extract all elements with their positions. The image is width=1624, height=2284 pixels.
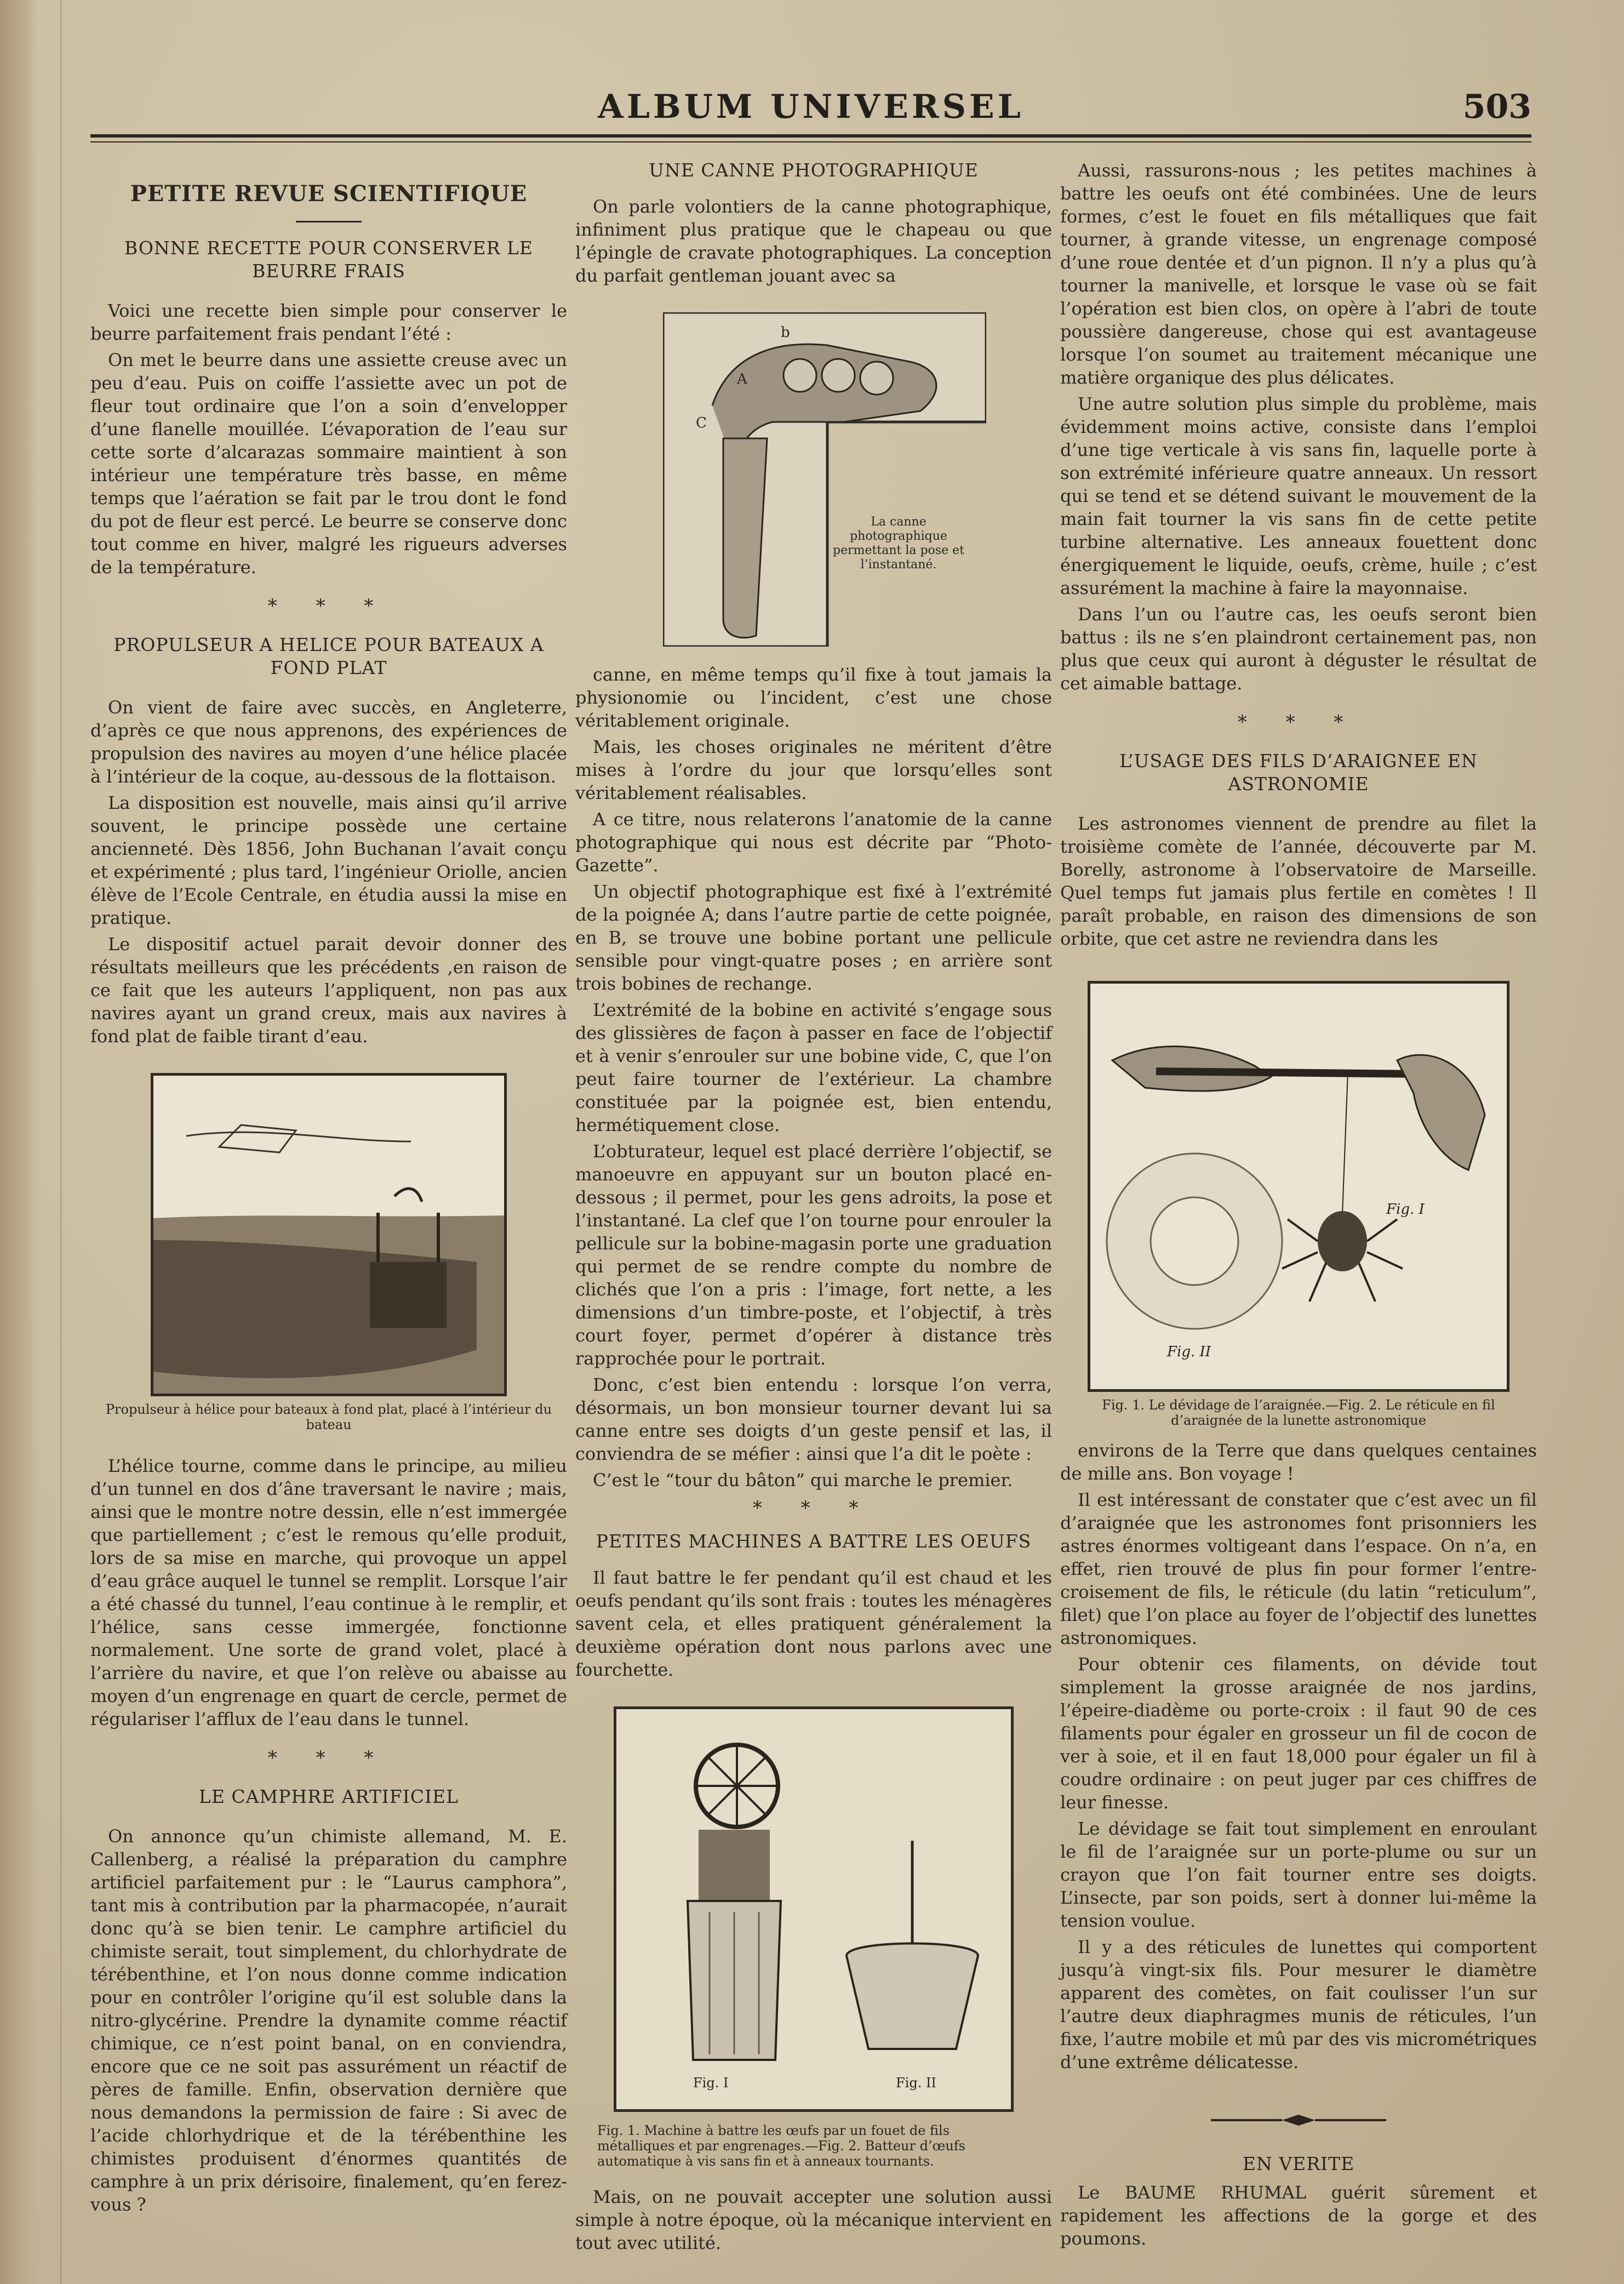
masthead-rule-thick xyxy=(90,134,1531,138)
masthead-rule-thin xyxy=(90,141,1531,142)
page-number: 503 xyxy=(1462,88,1531,126)
figure-caption: Propulseur à hélice pour bateaux à fond plat, placé à l’intérieur du bateau xyxy=(105,1402,552,1432)
paragraph: Mais, on ne pouvait accepter une solution aussi simple à notre époque, où la mécanique intervient en tout avec utilité. xyxy=(575,2186,1052,2253)
paragraph: Il est intéressant de constater que c’est avec un fil d’araignée que les astronomes font prisonniers les astres énormes voltigeant dans l’espace. On n’a, en effet, rien trouvé de plus fin pour former l’entre-croisement de fils, le réticule (du latin “reticulum”, filet) que l’on place au foyer de l’objectif des lunettes astronomiques. xyxy=(1060,1489,1537,1648)
rubric-rule xyxy=(296,221,362,222)
figure-caption: Fig. 1. Le dévidage de l’araignée.—Fig. 2. Le réticule en fil d’araignée de la lunette astronomique xyxy=(1102,1397,1495,1428)
paragraph: canne, en même temps qu’il fixe à tout jamais la physionomie ou l’incident, c’est une chose véritablement originale. xyxy=(575,664,1052,731)
article-title-canne: UNE CANNE PHOTOGRAPHIQUE xyxy=(649,159,979,181)
camera-cane-illustration xyxy=(663,312,986,647)
egg-beaters-illustration xyxy=(616,1709,1011,2109)
fig-label-a: A xyxy=(737,371,747,387)
paragraph: Une autre solution plus simple du problème, mais évidemment moins active, consiste dans l’emploi d’une tige verticale à vis sans fin, laquelle porte à son extrémité inférieure quatre anneaux. Un ressort qui se tend et se détend suivant le mouvement de la main fait tourner la vis sans fin de cette petite turbine alternative. Les anneaux fouettent donc énergiquement le liquide, oeufs, crème, huile ; c’est assurément la machine à faire la mayonnaise. xyxy=(1060,393,1537,598)
paragraph: Donc, c’est bien entendu : lorsque l’on verra, désormais, un bon monsieur tourner devant lui sa canne entre ses doigts d’un geste pensif et las, il conviendra de se méfier : ainsi que l’a dit le poète : xyxy=(575,1374,1052,1464)
column-3 xyxy=(1060,159,1537,2249)
fig-label-f2: Fig. II xyxy=(896,2075,936,2091)
paragraph: Aussi, rassurons-nous ; les petites machines à battre les oeufs ont été combinées. Une de leurs formes, c’est le fouet en fils métalliques que fait tourner, à grande vitesse, un engrenage composé d’une roue dentée et d’un pignon. Il n’y a plus qu’à tourner la manivelle, et lorsque le vase où se fait l’opération est bien clos, on opère à l’abri de toute poussière dangereuse, chose qui est avantageuse lorsque l’on soumet au traitement mécanique une matière organique des plus délicates. xyxy=(1060,160,1537,388)
fig-label-f2: Fig. II xyxy=(1167,1344,1211,1360)
paragraph: A ce titre, nous relaterons l’anatomie de la canne photographique qui nous est décrite par “Photo-Gazette”. xyxy=(575,809,1052,876)
figure-camera-cane xyxy=(663,312,986,647)
paragraph: C’est le “tour du bâton” qui marche le premier. xyxy=(593,1470,1013,1491)
article-title-verite: EN VERITE xyxy=(1242,2153,1355,2174)
section-separator: * * * xyxy=(267,1747,390,1769)
spider-thread-illustration xyxy=(1090,984,1507,1389)
rubric-title: PETITE REVUE SCIENTIFIQUE xyxy=(130,181,528,207)
paragraph: Il y a des réticules de lunettes qui comportent jusqu’à vingt-six fils. Pour mesurer le diamètre apparent des comètes, on fait coulisser l’un sur l’autre deux diaphragmes munis de réticules, l’un fixe, l’autre mobile et mû par des vis micrométriques d’une extrême délicatesse. xyxy=(1060,1937,1537,2072)
column-2 xyxy=(575,159,1052,2253)
ornament-rule-icon xyxy=(1211,2112,1386,2128)
paragraph: Il faut battre le fer pendant qu’il est chaud et les oeufs pendant qu’ils sont frais : toutes les ménagères savent cela, et elles pratiquent généralement la deuxième opération dont nous parlons avec une fourchette. xyxy=(575,1567,1052,1680)
figure-caption: La canne photographique permettant la pose et l’instantané. xyxy=(833,515,964,572)
article-title-araignee: L’USAGE DES FILS D’ARAIGNEE EN ASTRONOMIE xyxy=(1119,750,1478,795)
paragraph: Mais, les choses originales ne méritent d’être mises à l’ordre du jour que lorsqu’elles sont véritablement réalisables. xyxy=(575,736,1052,803)
paragraph: On parle volontiers de la canne photographique, infiniment plus pratique que le chapeau ou que l’épingle de cravate photographiques. La conception du parfait gentleman jouant avec sa xyxy=(575,196,1052,286)
column-1 xyxy=(90,159,567,2215)
figure-propeller-boat xyxy=(151,1073,507,1396)
page-fold-shadow xyxy=(0,0,38,2284)
paragraph: On annonce qu’un chimiste allemand, M. E. Callenberg, a réalisé la préparation du camphre artificiel parfaitement pur : le “Laurus camphora”, tant mis à contribution par la pharmacopée, n’aurait donc qu’à se bien tenir. Le camphre artificiel du chimiste serait, tout simplement, du chlorhydrate de térébenthine, et l’on nous donne comme indication pour en contrôler l’origine qu’il est soluble dans la nitro-glycérine. Prendre la dynamite comme réactif chimique, ce n’est point banal, on en conviendra, encore que ce ne soit pas assurément un réactif de pères de famille. Enfin, observation dernière que nous demandons la permission de faire : Si avec de l’acide chlorhydrique et de la térébenthine les chimistes produisent d’énormes quantités de camphre à un prix dérisoire, finalement, qu’en ferez-vous ? xyxy=(90,1826,567,2215)
masthead-title: ALBUM UNIVERSEL xyxy=(598,88,1024,126)
paragraph: L’extrémité de la bobine en activité s’engage sous des glissières de façon à passer en face de l’objectif et à venir s’enrouler sur une bobine vide, C, que l’on peut faire tourner de l’extérieur. La chambre constituée par la poignée est, bien entendu, hermétiquement close. xyxy=(575,1000,1052,1135)
figure-egg-beaters xyxy=(614,1706,1014,2112)
paragraph: Le BAUME RHUMAL guérit sûrement et rapidement les affections de la gorge et des poumons. xyxy=(1060,2182,1537,2249)
paragraph: On vient de faire avec succès, en Angleterre, d’après ce que nous apprenons, des expériences de propulsion des navires au moyen d’une hélice placée à l’intérieur de la coque, au-dessous de la flottaison. xyxy=(90,697,567,787)
figure-block-canne xyxy=(575,312,1052,652)
article-title-helice: PROPULSEUR A HELICE POUR BATEAUX A FOND PLAT xyxy=(113,634,544,678)
fig-label-f1: Fig. I xyxy=(693,2075,729,2091)
paragraph: environs de la Terre que dans quelques centaines de mille ans. Bon voyage ! xyxy=(1060,1440,1537,1484)
section-separator: * * * xyxy=(1237,711,1360,733)
article-title-camphre: LE CAMPHRE ARTIFICIEL xyxy=(198,1786,459,1807)
paragraph: On met le beurre dans une assiette creuse avec un peu d’eau. Puis on coiffe l’assiette avec un pot de fleur tout ordinaire que l’on a soin d’envelopper d’une flanelle mouillée. L’évaporation de l’eau sur cette sorte d’alcarazas sommaire maintient à son intérieur une température très basse, en même temps que l’aération se fait par le trou dont le fond du pot de fleur est percé. Le beurre se conserve donc tout comme en hiver, malgré les rigueurs adverses de la température. xyxy=(90,350,567,578)
paragraph: Voici une recette bien simple pour conserver le beurre parfaitement frais pendant l’été : xyxy=(90,300,567,344)
paragraph: L’obturateur, lequel est placé derrière l’objectif, se manoeuvre en appuyant sur un bouton placé en-dessous ; il permet, pour les gens adroits, la pose et l’instantané. La clef que l’on tourne pour enrouler la pellicule sur la bobine-magasin porte une graduation qui permet de se rendre compte du nombre de clichés que l’on a pris : l’image, fort nette, a les dimensions d’un timbre-poste, et l’objectif, à très court foyer, permet d’opérer à distance très rapprochée pour le portrait. xyxy=(575,1141,1052,1369)
paragraph: Dans l’un ou l’autre cas, les oeufs seront bien battus : ils ne s’en plaindront certainement pas, non plus que ceux qui auront à déguster le résultat de cet aimable battage. xyxy=(1060,604,1537,694)
fig-label-c: C xyxy=(696,415,707,431)
figure-spider-thread xyxy=(1088,981,1509,1392)
paragraph: Le dévidage se fait tout simplement en enroulant le fil de l’araignée sur un porte-plume ou sur un crayon que l’on fait tourner entre ses doigts. L’insecte, par son poids, sert à donner lui-même la tension voulue. xyxy=(1060,1818,1537,1931)
propeller-boat-illustration xyxy=(153,1076,504,1394)
masthead xyxy=(90,88,1531,137)
fig-label-f1: Fig. I xyxy=(1386,1201,1425,1218)
section-separator: * * * xyxy=(267,595,390,617)
fig-label-b: b xyxy=(781,324,790,341)
page-fold-line xyxy=(60,0,62,2284)
article-title-beurre: BONNE RECETTE POUR CONSERVER LE BEURRE FRAIS xyxy=(124,237,533,282)
paragraph: Le dispositif actuel parait devoir donner des résultats meilleurs que les précédents ,en raison de ce fait que les auteurs l’appliquent, non pas aux navires ayant un grand creux, mais aux navires à fond plat de faible tirant d’eau. xyxy=(90,934,567,1047)
article-title-oeufs: PETITES MACHINES A BATTRE LES OEUFS xyxy=(596,1531,1032,1552)
paragraph: Pour obtenir ces filaments, on dévide tout simplement la grosse araignée de nos jardins, l’épeire-diadème ou porte-croix : il faut 90 de ces filaments pour égaler en grosseur un fil de cocon de ver à soie, et il en faut 18,000 pour égaler un fil à coudre ordinaire : on peut juger par ces chiffres de leur finesse. xyxy=(1060,1654,1537,1813)
paragraph: La disposition est nouvelle, mais ainsi qu’il arrive souvent, le principe possède une certaine ancienneté. Dès 1856, John Buchanan l’avait conçu et expérimenté ; plus tard, l’ingénieur Oriolle, ancien élève de l’Ecole Centrale, en étudia aussi la mise en pratique. xyxy=(90,792,567,928)
paragraph: Les astronomes viennent de prendre au filet la troisième comète de l’année, découverte par M. Borelly, astronome à l’observatoire de Marseille. Quel temps fut jamais plus fertile en comètes ! Il paraît probable, en raison des dimensions de son orbite, que cet astre ne reviendra dans les xyxy=(1060,813,1537,949)
section-separator: * * * xyxy=(752,1497,875,1519)
paragraph: Un objectif photographique est fixé à l’extrémité de la poignée A; dans l’autre partie de cette poignée, en B, se trouve une bobine portant une pellicule sensible pour vingt-quatre poses ; en arrière sont trois bobines de rechange. xyxy=(575,881,1052,994)
paragraph: L’hélice tourne, comme dans le principe, au milieu d’un tunnel en dos d’âne traversant le navire ; mais, ainsi que le montre notre dessin, elle n’est immergée que partiellement ; c’est le remous qu’elle produit, lors de sa mise en marche, qui provoque un appel d’eau grâce auquel le tunnel se remplit. Lorsque l’air a été chassé du tunnel, l’eau continue à le remplir, et l’hélice, sans cesse immergée, fonctionne normalement. Une sorte de grand volet, placé à l’arrière du navire, et que l’on relève ou abaisse au moyen d’un engrenage en quart de cercle, permet de régulariser l’afflux de l’eau dans le tunnel. xyxy=(90,1455,567,1729)
ornament-divider xyxy=(1060,2112,1537,2131)
figure-caption: Fig. 1. Machine à battre les œufs par un fouet de fils métalliques et par engrenages.—Fig. 2. Batteur d’œufs automatique à vis sans fin et à anneaux tournants. xyxy=(597,2123,965,2169)
